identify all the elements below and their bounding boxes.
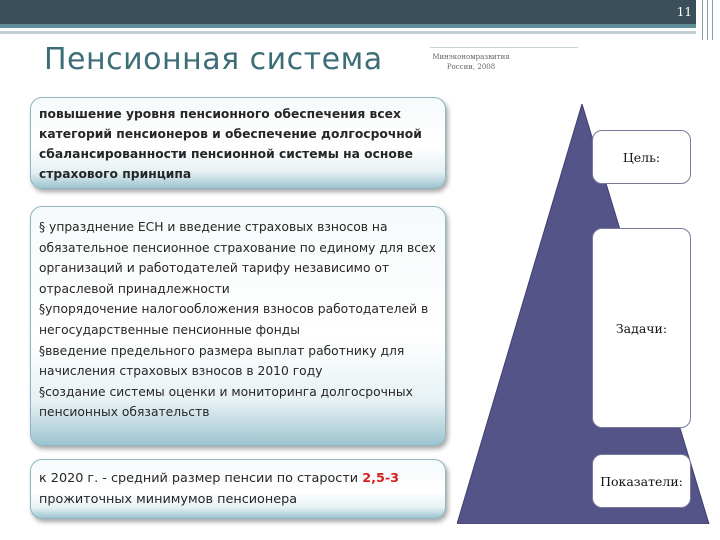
indicator-highlight: 2,5-3 — [362, 471, 400, 486]
indicator-suffix: прожиточных минимумов пенсионера — [39, 492, 298, 507]
goal-text: повышение уровня пенсионного обеспечения всех категорий пенсионеров и обеспечение долгосрочной сбалансированности пенсионной системы на основе страхового принципа — [39, 107, 422, 181]
indicators-box — [30, 459, 446, 519]
source-line-2: России, 2008 — [446, 63, 496, 71]
top-banner-accent — [0, 24, 696, 28]
goal-label-text: Цель: — [622, 149, 661, 165]
page-number: 11 — [676, 5, 692, 19]
tasks-label — [592, 228, 691, 428]
indicators-text — [39, 468, 437, 510]
indicators-label — [592, 454, 691, 508]
slide-title: Пенсионная система — [44, 42, 383, 77]
tasks-text: § упразднение ЕСН и введение страховых взносов на обязательное пенсионное страхование по единому для всех организаций и работодателей тарифу независимо от отраслевой принадлежности §упорядочение налогообложения взносов работодателей в негосударственные пенсионные фонды §введение предельного размера выплат работнику для начисления страховых взносов в 2010 году §создание системы оценки и мониторинга долгосрочных пенсионных обязательств — [39, 220, 436, 420]
top-banner — [0, 0, 720, 28]
corner-lines — [700, 0, 720, 40]
source-divider — [430, 47, 578, 48]
source-note — [430, 52, 512, 72]
indicator-prefix: к 2020 г. - средний размер пенсии по старости — [39, 471, 363, 486]
goal-label — [592, 130, 691, 184]
source-line-1: Минэкономразвития — [432, 53, 510, 61]
goal-box — [30, 97, 446, 189]
top-banner-underline — [0, 31, 696, 34]
tasks-label-text: Задачи: — [615, 320, 668, 336]
indicators-label-text: Показатели: — [600, 473, 683, 489]
tasks-box — [30, 206, 446, 446]
